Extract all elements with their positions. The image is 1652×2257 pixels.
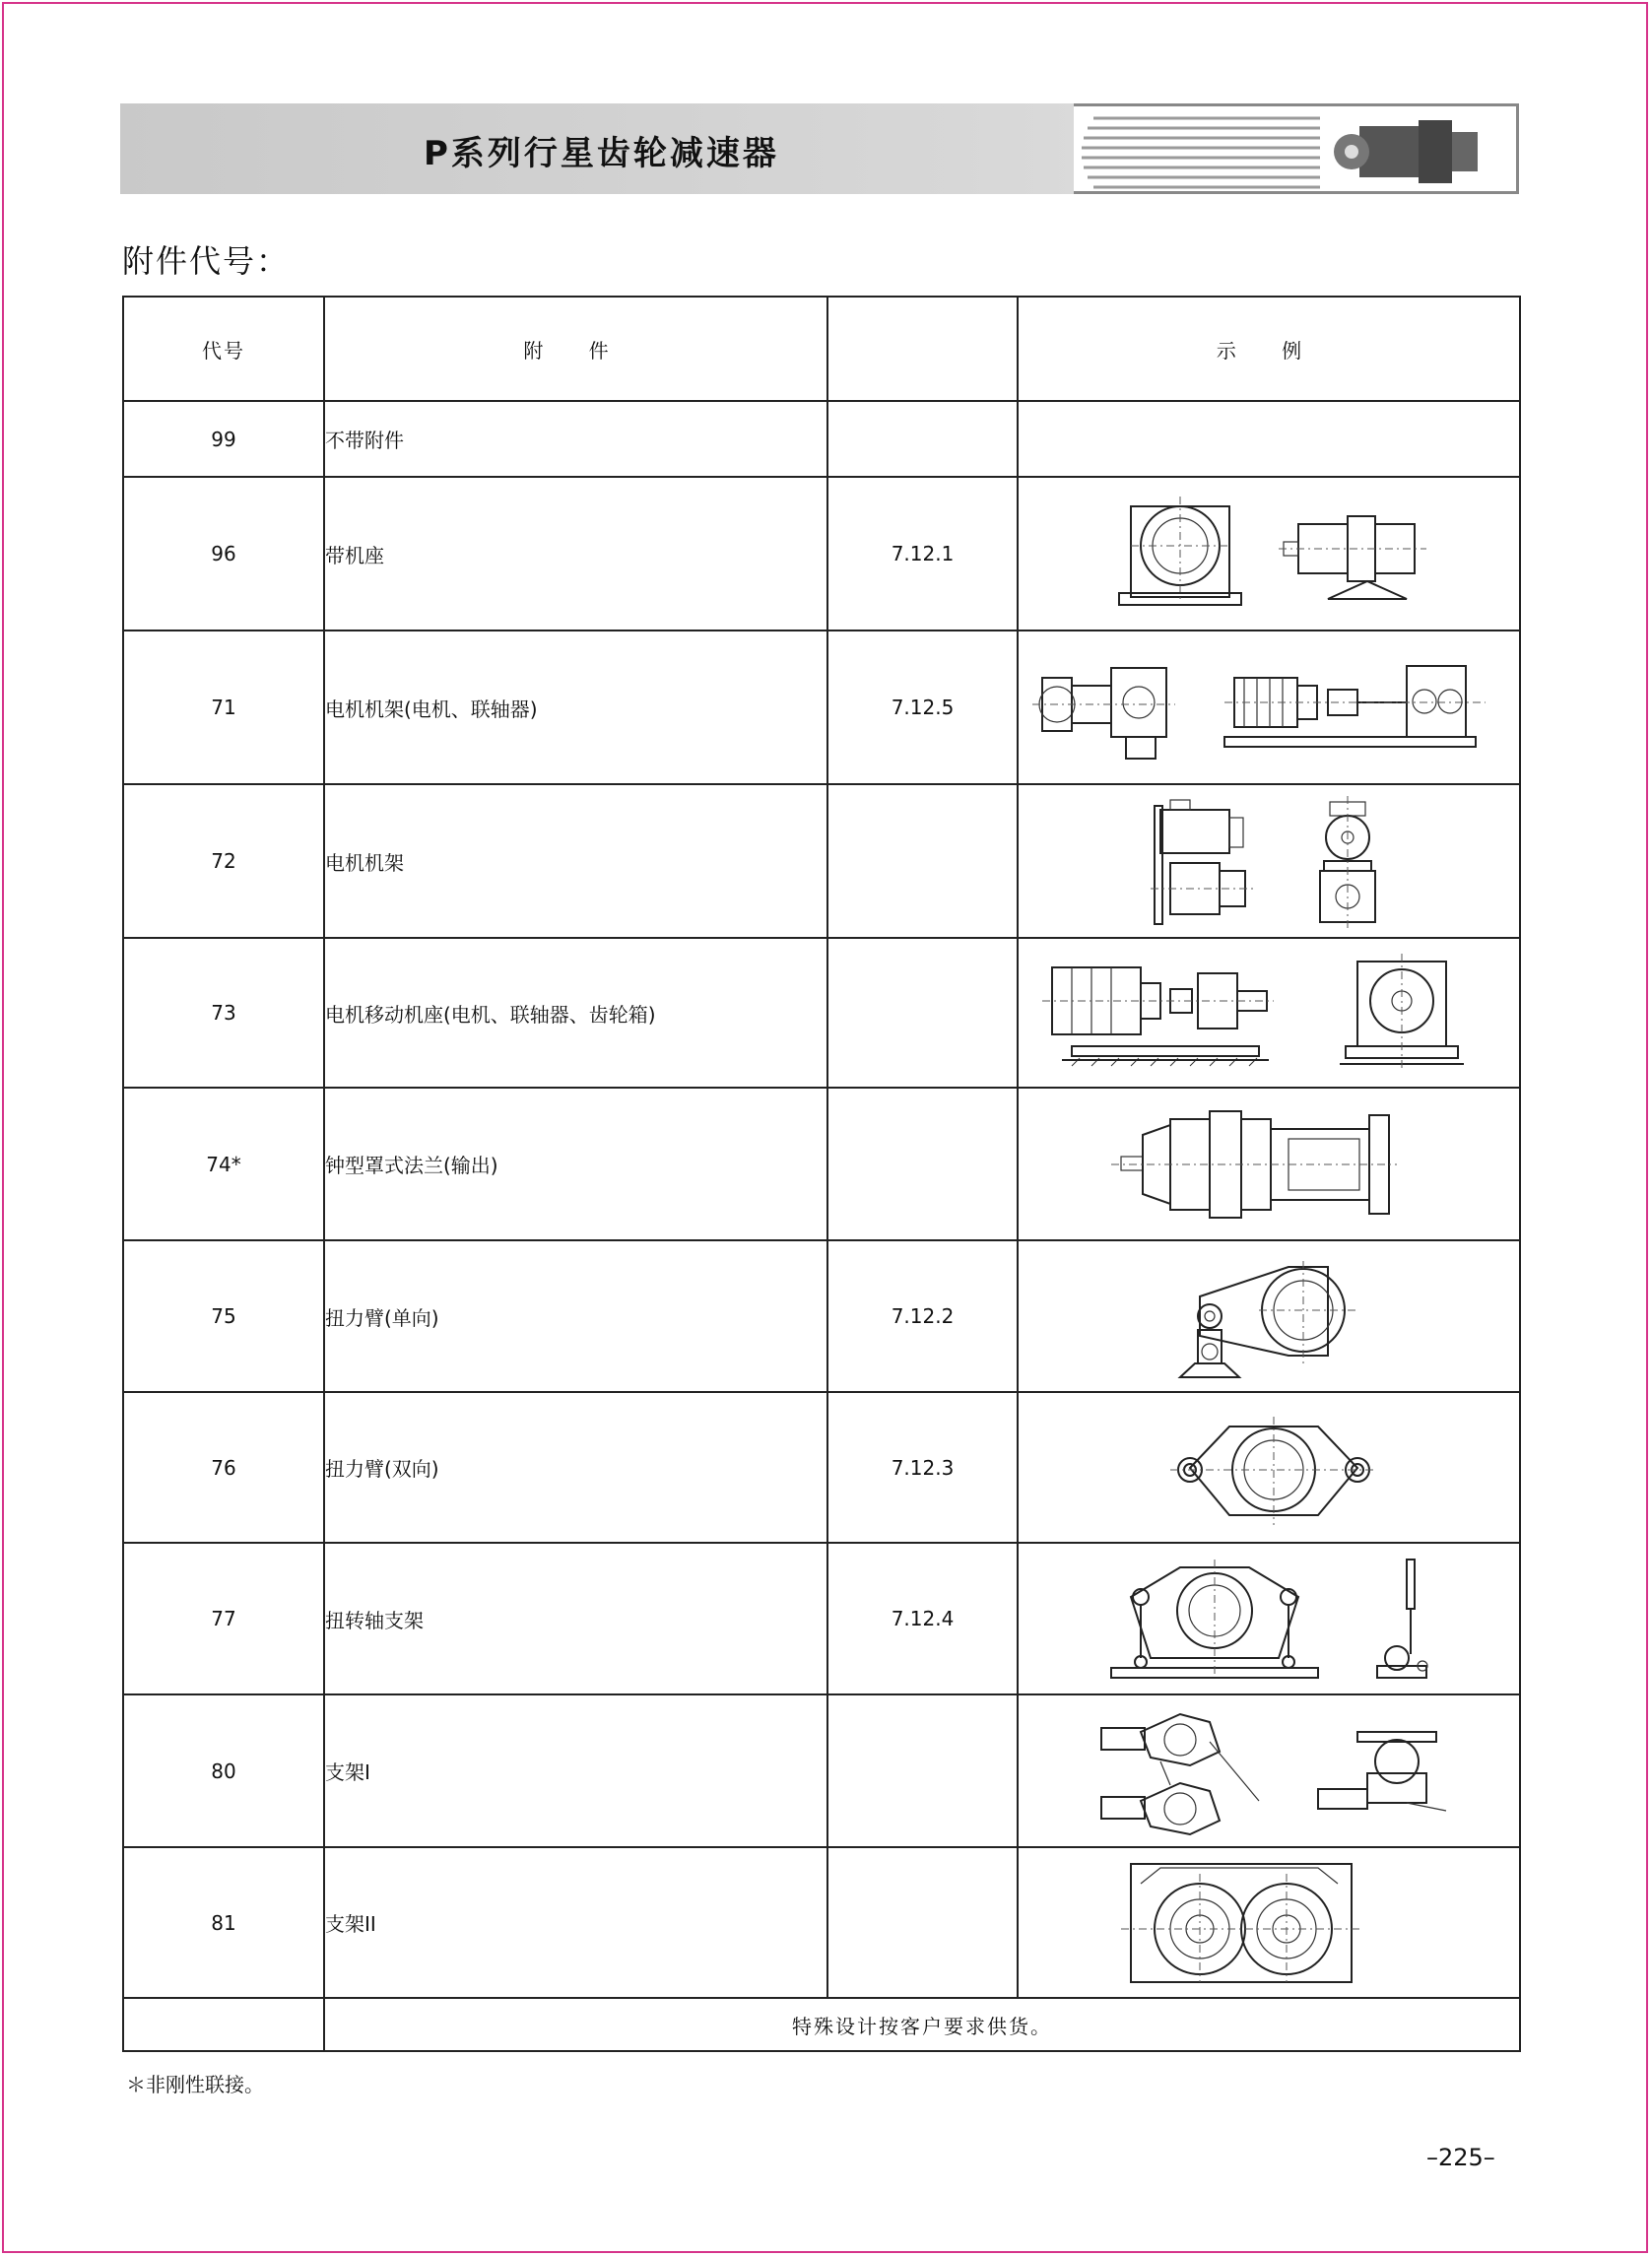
torque-arm-single-drawing-icon (1032, 1247, 1505, 1385)
gearbox-icon (1334, 120, 1478, 183)
row-reference (827, 1847, 1018, 1998)
note-empty-cell (123, 1998, 324, 2051)
row-example-empty (1018, 401, 1520, 477)
row-code: 76 (123, 1392, 324, 1543)
base-mount-drawing-icon (1032, 485, 1505, 623)
row-reference: 7.12.2 (827, 1240, 1018, 1392)
header-reference (827, 297, 1018, 401)
row-reference (827, 1088, 1018, 1240)
table-row (123, 1392, 1520, 1543)
table-row (123, 1694, 1520, 1847)
row-reference (827, 1694, 1018, 1847)
row-example (1018, 1392, 1520, 1543)
motor-frame-coupling-drawing-icon (1032, 638, 1505, 776)
row-example (1018, 1847, 1520, 1998)
table-row (123, 1240, 1520, 1392)
row-code: 81 (123, 1847, 324, 1998)
motor-sliding-base-drawing-icon (1032, 944, 1505, 1082)
row-accessory: 扭力臂(单向) (324, 1240, 827, 1392)
row-accessory: 扭力臂(双向) (324, 1392, 827, 1543)
table-row (123, 1088, 1520, 1240)
row-example (1018, 1694, 1520, 1847)
row-example (1018, 1543, 1520, 1694)
row-accessory: 电机机架(电机、联轴器) (324, 631, 827, 784)
row-reference: 7.12.3 (827, 1392, 1018, 1543)
torque-arm-double-drawing-icon (1032, 1399, 1505, 1537)
table-row (123, 1543, 1520, 1694)
row-code: 99 (123, 401, 324, 477)
table-row (123, 1847, 1520, 1998)
table-note-row (123, 1998, 1520, 2051)
torsion-shaft-bracket-drawing-icon (1032, 1550, 1505, 1688)
bracket-ii-drawing-icon (1032, 1854, 1505, 1992)
special-design-note: 特殊设计按客户要求供货。 (324, 1998, 1520, 2051)
table-row (123, 401, 1520, 477)
table-row (123, 938, 1520, 1088)
row-code: 73 (123, 938, 324, 1088)
row-reference: 7.12.4 (827, 1543, 1018, 1694)
row-accessory: 带机座 (324, 477, 827, 631)
row-accessory: 不带附件 (324, 401, 827, 477)
section-title: 附件代号： (122, 242, 291, 280)
row-code: 71 (123, 631, 324, 784)
header-example: 示 例 (1018, 297, 1520, 401)
row-reference: 7.12.1 (827, 477, 1018, 631)
row-accessory: 电机机架 (324, 784, 827, 938)
row-code: 74* (123, 1088, 324, 1240)
row-accessory: 电机移动机座(电机、联轴器、齿轮箱) (324, 938, 827, 1088)
row-reference: 7.12.5 (827, 631, 1018, 784)
row-accessory: 钟型罩式法兰(输出) (324, 1088, 827, 1240)
row-code: 72 (123, 784, 324, 938)
motor-frame-drawing-icon (1032, 792, 1505, 930)
page-number: –225– (1426, 2144, 1495, 2171)
header-product-illustration (1074, 103, 1519, 194)
bracket-i-drawing-icon (1032, 1702, 1505, 1840)
row-code: 96 (123, 477, 324, 631)
table-header-row (123, 297, 1520, 401)
header-accessory: 附 件 (324, 297, 827, 401)
row-example (1018, 1240, 1520, 1392)
table-row (123, 631, 1520, 784)
row-reference (827, 784, 1018, 938)
row-example (1018, 477, 1520, 631)
row-example (1018, 784, 1520, 938)
row-code: 80 (123, 1694, 324, 1847)
row-reference (827, 938, 1018, 1088)
row-example (1018, 938, 1520, 1088)
bell-housing-flange-drawing-icon (1032, 1095, 1505, 1233)
row-code: 75 (123, 1240, 324, 1392)
footnote: ＊非刚性联接。 (126, 2073, 264, 2096)
accessory-code-table (122, 296, 1521, 2052)
header-code: 代号 (123, 297, 324, 401)
row-accessory: 支架II (324, 1847, 827, 1998)
row-example (1018, 1088, 1520, 1240)
row-example (1018, 631, 1520, 784)
row-accessory: 支架I (324, 1694, 827, 1847)
table-row (123, 477, 1520, 631)
row-accessory: 扭转轴支架 (324, 1543, 827, 1694)
row-reference (827, 401, 1018, 477)
row-code: 77 (123, 1543, 324, 1694)
page-title: P系列行星齿轮减速器 (424, 134, 779, 173)
table-row (123, 784, 1520, 938)
